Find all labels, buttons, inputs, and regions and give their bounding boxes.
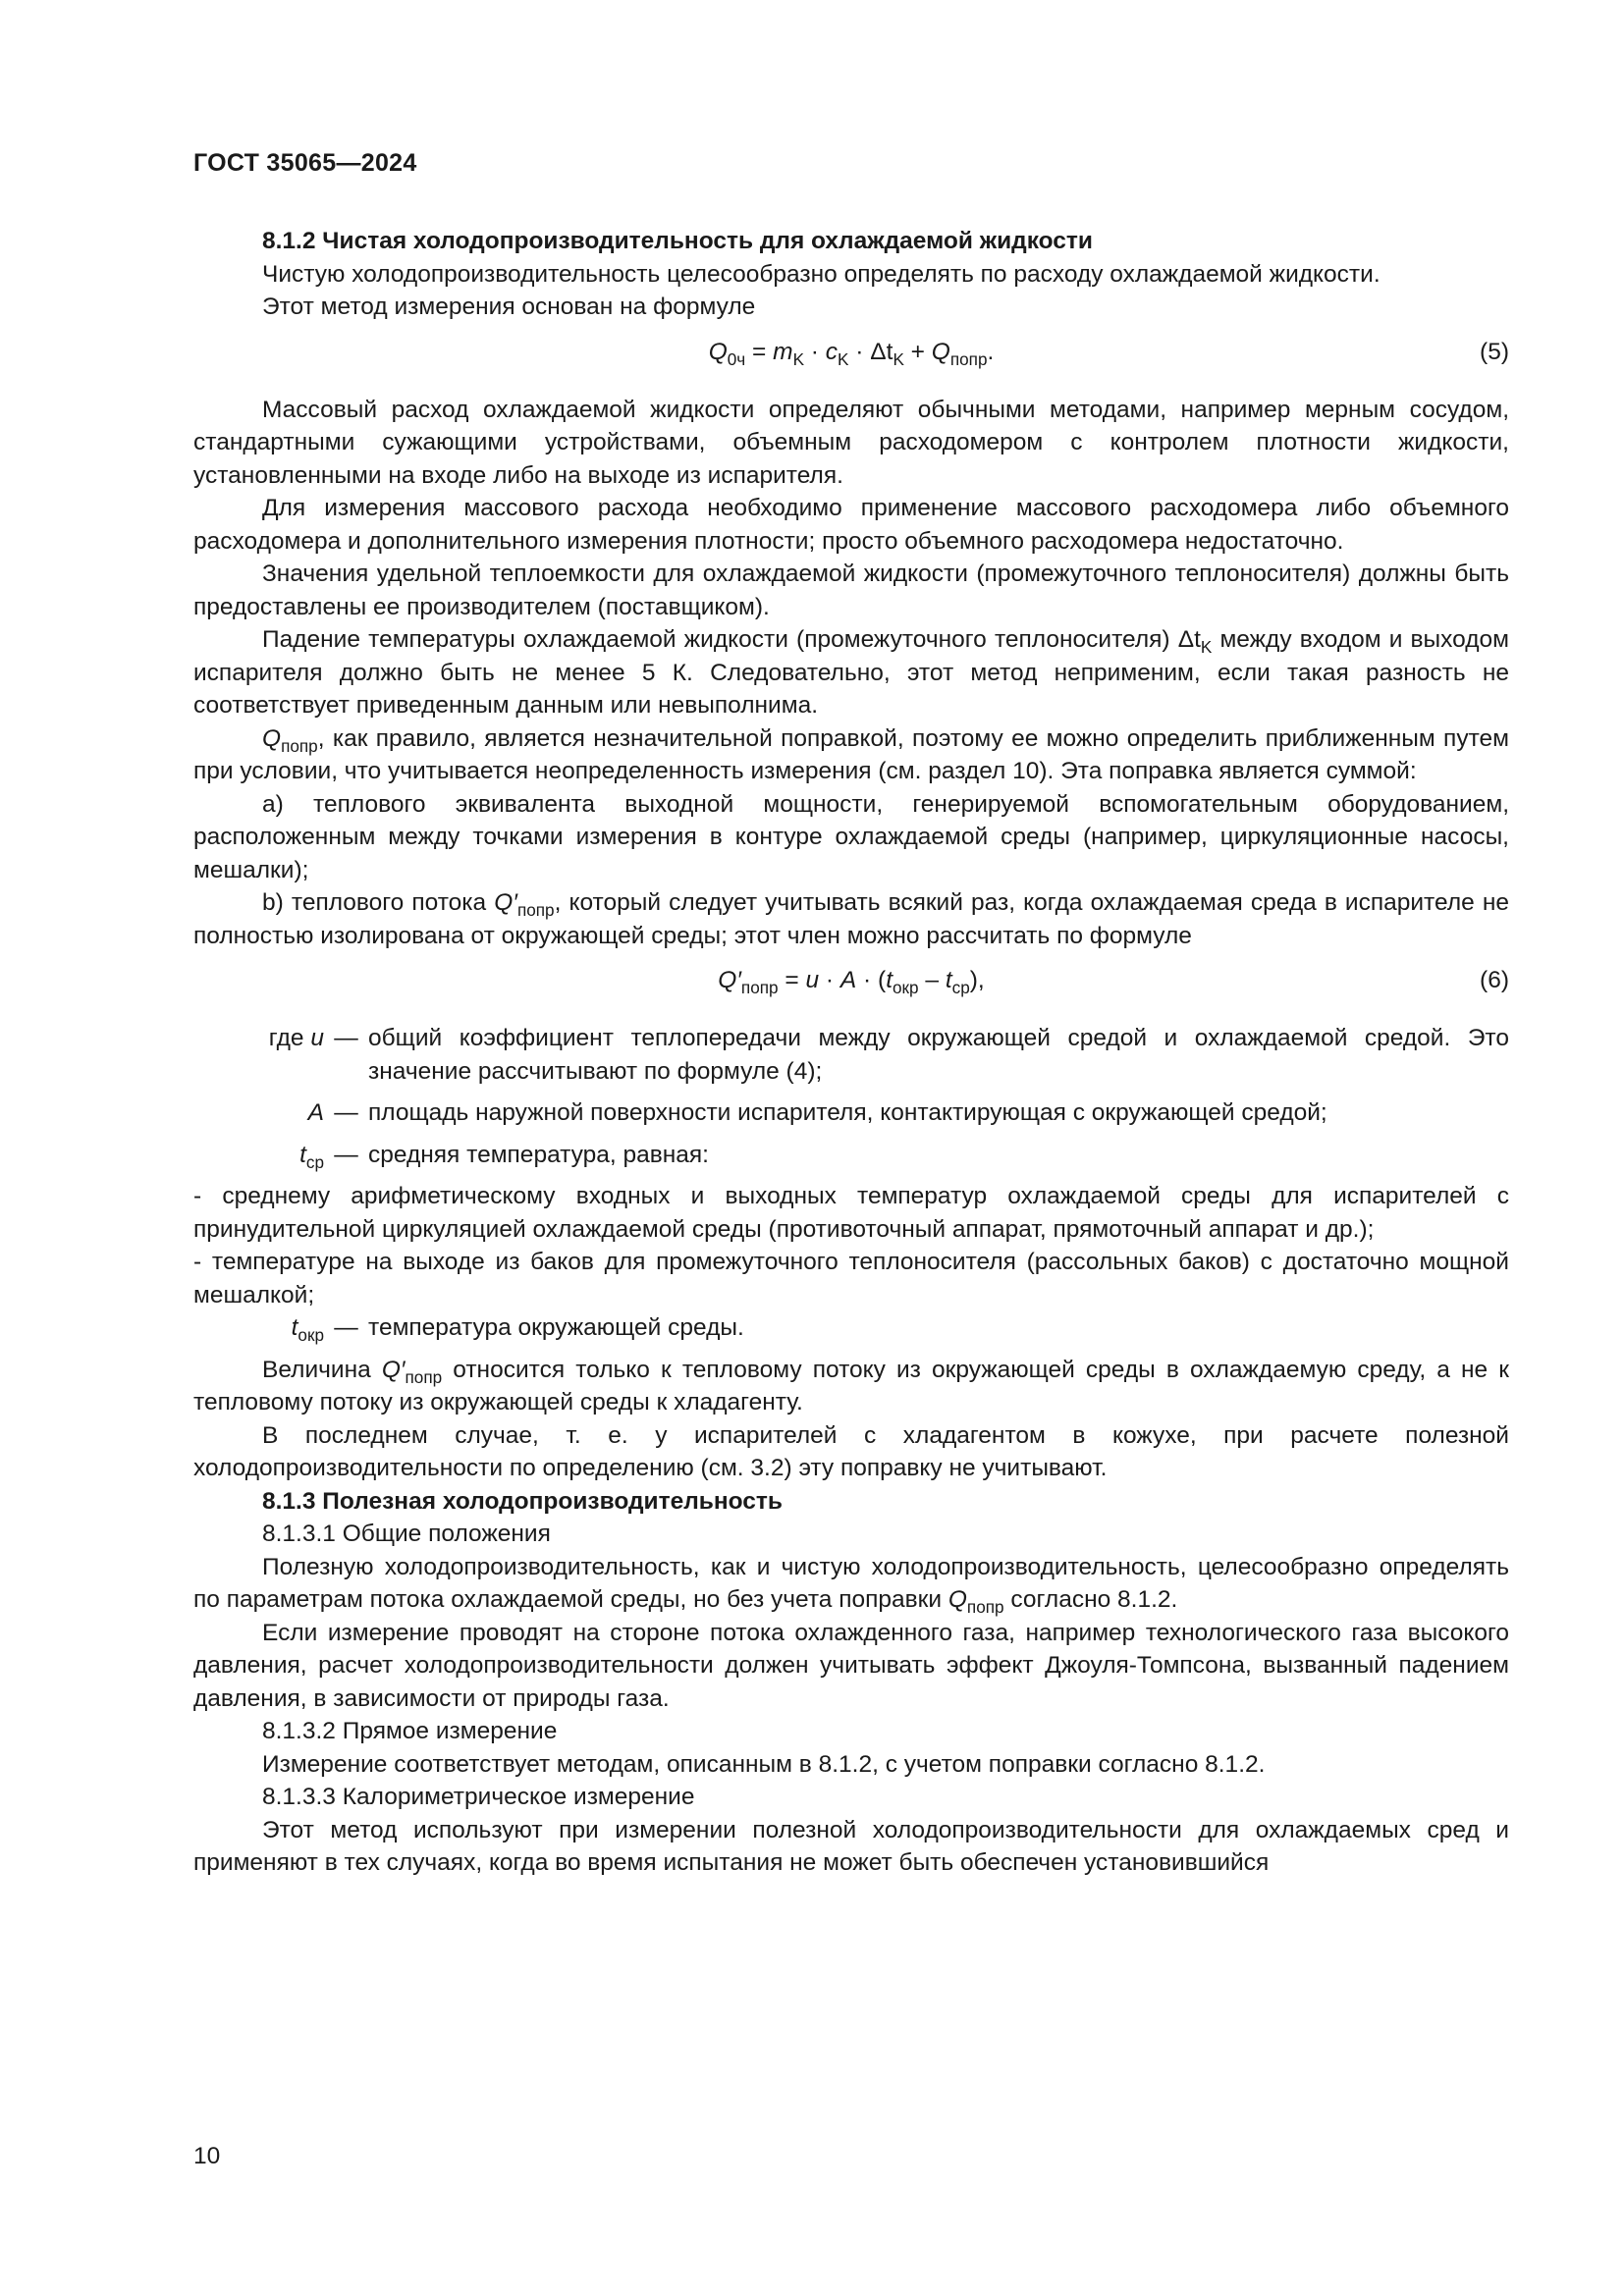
paragraph: Чистую холодопроизводительность целесообразно определять по расходу охлаждаемой жидкости. bbox=[262, 260, 1380, 288]
paragraph: $Q_{попр}$, как правило, является незначительной поправкой, поэтому ее можно определить приближенным путем при условии, что учитывается неопределенность измерения (см. раздел 10). Эта поправка является суммой: bbox=[193, 724, 1509, 784]
subsection-heading-8-1-3-1: 8.1.3.1 Общие положения bbox=[262, 1521, 551, 1547]
formula-5-expression: $Q_{0ч} = m_K \cdot c_K \cdot \Delta t_K + Q_{попр}$. bbox=[708, 338, 995, 369]
paragraph: Измерение соответствует методам, описанным в 8.1.2, с учетом поправки согласно 8.1.2. bbox=[262, 1750, 1266, 1778]
list-item-b: b) теплового потока $Q'_{попр}$, который следует учитывать всякий раз, когда охлаждаемая среда в испарителе не полностью изолирована от окружающей среды; этот член можно рассчитать по формуле bbox=[193, 889, 1509, 949]
section-heading-8-1-3: 8.1.3 Полезная холодопроизводительность bbox=[262, 1487, 783, 1515]
paragraph: Падение температуры охлаждаемой жидкости (промежуточного теплоносителя) $\Delta t_K$ между входом и выходом испарителя должно быть не менее 5 К. Следовательно, этот метод неприменим, если такая разность не соответствует приведенным данным или невыполнима. bbox=[193, 626, 1509, 719]
definition-A: A — площадь наружной поверхности испарителя, контактирующая с окружающей средой; bbox=[307, 1099, 1327, 1126]
definition-tokr: $t_{окр}$ — температура окружающей среды. bbox=[291, 1314, 744, 1345]
paragraph: Величина $Q'_{попр}$ относится только к тепловому потоку из окружающей среды в охлаждаемую среду, а не к тепловому потоку из окружающей среды к хладагенту. bbox=[193, 1356, 1509, 1415]
paragraph: Для измерения массового расхода необходимо применение массового расходомера либо объемного расходомера и дополнительного измерения плотности; просто объемного расходомера недостаточно. bbox=[193, 495, 1509, 555]
subsection-heading-8-1-3-2: 8.1.3.2 Прямое измерение bbox=[262, 1718, 558, 1744]
formula-6 bbox=[193, 964, 1509, 1003]
definition-tcp-item: - температуре на выходе из баков для промежуточного теплоносителя (рассольных баков) с достаточно мощной мешалкой; bbox=[193, 1249, 1509, 1308]
paragraph: Если измерение проводят на стороне потока охлажденного газа, например технологического газа высокого давления, расчет холодопроизводительности должен учитывать эффект Джоуля-Томпсона, вызванный падением давления, в зависимости от природы газа. bbox=[193, 1619, 1509, 1712]
definitions-list bbox=[193, 1022, 1509, 1345]
paragraph: Значения удельной теплоемкости для охлаждаемой жидкости (промежуточного теплоносителя) должны быть предоставлены ее производителем (поставщиком). bbox=[193, 561, 1509, 620]
document-header: ГОСТ 35065—2024 bbox=[193, 149, 417, 177]
definition-tcp-item: - среднему арифметическому входных и выходных температур охлаждаемой среды для испарителей с принудительной циркуляцией охлаждаемой среды (противоточный аппарат, прямоточный аппарат и др.); bbox=[193, 1183, 1509, 1243]
page-number: 10 bbox=[193, 2143, 221, 2169]
subsection-heading-8-1-3-3: 8.1.3.3 Калориметрическое измерение bbox=[262, 1784, 695, 1810]
formula-5-number: (5) bbox=[1480, 338, 1509, 365]
formula-5 bbox=[193, 336, 1509, 375]
document-body bbox=[193, 225, 1509, 1880]
definition-u: где u — общий коэффициент теплопередачи между окружающей средой и охлаждаемой средой. Это значение рассчитывают по формуле (4); bbox=[268, 1025, 1509, 1085]
paragraph: Этот метод измерения основан на формуле bbox=[262, 294, 756, 320]
list-item-a: a) теплового эквивалента выходной мощности, генерируемой вспомогательным оборудованием, расположенным между точками измерения в контуре охлаждаемой среды (например, циркуляционные насосы, мешалки); bbox=[193, 790, 1509, 883]
formula-6-number: (6) bbox=[1480, 967, 1509, 993]
paragraph: Массовый расход охлаждаемой жидкости определяют обычными методами, например мерным сосудом, стандартными сужающими устройствами, объемным расходомером с контролем плотности жидкости, установленными на входе либо на выходе из испарителя. bbox=[193, 396, 1509, 489]
section-heading-8-1-2: 8.1.2 Чистая холодопроизводительность для охлаждаемой жидкости bbox=[262, 228, 1093, 254]
formula-6-expression: $Q'_{попр} = u \cdot A \cdot (t_{окр} - t_{ср})$, bbox=[718, 967, 985, 997]
definition-tcp: $t_{ср}$ — средняя температура, равная: bbox=[299, 1141, 709, 1172]
paragraph: Полезную холодопроизводительность, как и чистую холодопроизводительность, целесообразно определять по параметрам потока охлаждаемой среды, но без учета поправки $Q_{попр}$ согласно 8.1.2. bbox=[193, 1553, 1509, 1617]
paragraph: В последнем случае, т. е. у испарителей с хладагентом в кожухе, при расчете полезной холодопроизводительности по определению (см. 3.2) эту поправку не учитывают. bbox=[193, 1421, 1509, 1481]
paragraph: Этот метод используют при измерении полезной холодопроизводительности для охлаждаемых сред и применяют в тех случаях, когда во время испытания не может быть обеспечен установившийся bbox=[193, 1816, 1509, 1876]
